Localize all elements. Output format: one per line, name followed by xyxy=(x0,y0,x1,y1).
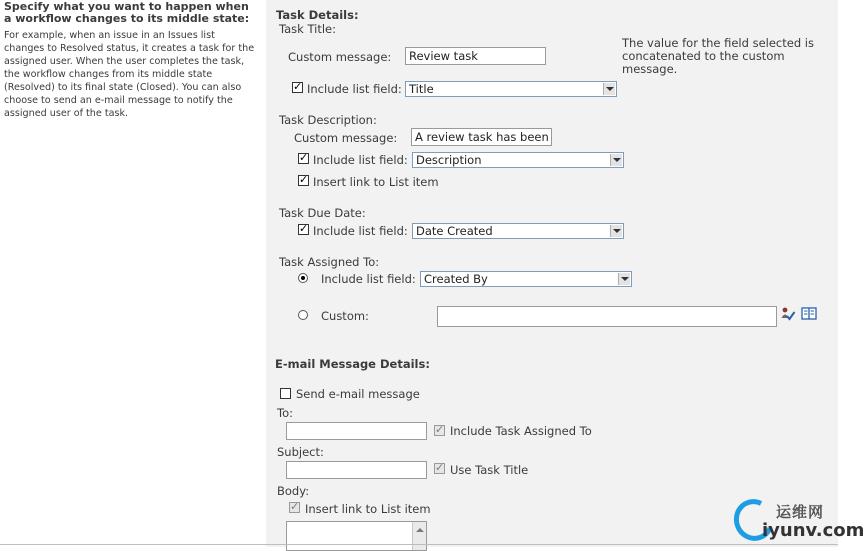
desc-custom-message-label: Custom message: xyxy=(294,131,398,145)
body-insert-link-checkbox[interactable] xyxy=(289,502,300,513)
title-custom-message-label: Custom message: xyxy=(288,50,392,64)
include-assigned-checkbox[interactable] xyxy=(434,425,445,436)
due-include-field-checkbox[interactable] xyxy=(298,224,309,235)
body-label: Body: xyxy=(277,484,310,498)
assigned-field-value: Created By xyxy=(424,272,488,286)
task-description-label: Task Description: xyxy=(279,113,377,127)
desc-field-select[interactable] xyxy=(412,152,624,168)
title-field-value: Title xyxy=(409,82,434,96)
bottom-divider xyxy=(0,544,838,545)
due-field-value: Date Created xyxy=(416,224,493,238)
assigned-include-field-label: Include list field: xyxy=(321,272,416,286)
assigned-custom-input[interactable] xyxy=(437,306,777,327)
task-title-label: Task Title: xyxy=(279,22,336,36)
assigned-list-field-radio[interactable] xyxy=(298,273,308,283)
left-description-panel xyxy=(0,0,266,547)
desc-field-value: Description xyxy=(416,153,482,167)
assigned-custom-label: Custom: xyxy=(321,309,369,323)
desc-custom-message-input[interactable]: A review task has been xyxy=(411,128,552,146)
body-insert-link-label: Insert link to List item xyxy=(305,502,431,516)
watermark-cn-text: 运维网 xyxy=(776,503,825,521)
task-details-heading: Task Details: xyxy=(276,8,359,22)
body-textarea[interactable] xyxy=(286,521,427,551)
chevron-down-icon xyxy=(618,273,630,285)
body-scrollbar[interactable] xyxy=(412,522,426,550)
settings-panel xyxy=(266,0,838,547)
title-custom-message-input[interactable]: Review task xyxy=(405,47,546,65)
due-field-select[interactable] xyxy=(412,223,624,239)
subject-label: Subject: xyxy=(277,445,324,459)
watermark-url-text: iyunv.com xyxy=(762,520,864,541)
assigned-custom-radio[interactable] xyxy=(298,310,308,320)
title-include-field-label: Include list field: xyxy=(307,82,402,96)
desc-insert-link-checkbox[interactable] xyxy=(298,175,309,186)
section-heading: Specify what you want to happen when a workflow changes to its middle state: xyxy=(4,0,250,25)
title-field-select[interactable] xyxy=(405,81,617,97)
title-include-field-checkbox[interactable] xyxy=(292,82,303,93)
email-details-heading: E-mail Message Details: xyxy=(275,357,430,371)
desc-include-field-checkbox[interactable] xyxy=(298,153,309,164)
send-email-checkbox[interactable] xyxy=(280,388,291,399)
address-book-icon[interactable] xyxy=(801,307,817,320)
chevron-down-icon xyxy=(610,225,622,237)
desc-include-field-label: Include list field: xyxy=(313,153,408,167)
desc-insert-link-label: Insert link to List item xyxy=(313,175,439,189)
use-task-title-label: Use Task Title xyxy=(450,463,529,477)
task-due-date-label: Task Due Date: xyxy=(279,206,366,220)
section-description: For example, when an issue in an Issues list changes to Resolved status, it creates a task for the assigned user. When the user completes the task, the workflow changes from its middle state (Resolved) to its final state (Closed). You can also choose to send an e-mail message to notify the assigned user of the task. xyxy=(4,30,255,119)
to-label: To: xyxy=(277,406,293,420)
to-input[interactable] xyxy=(286,422,427,440)
due-include-field-label: Include list field: xyxy=(313,224,408,238)
use-task-title-checkbox[interactable] xyxy=(434,463,445,474)
send-email-label: Send e-mail message xyxy=(296,387,420,401)
include-assigned-label: Include Task Assigned To xyxy=(450,424,592,438)
chevron-down-icon xyxy=(610,154,622,166)
watermark-logo xyxy=(734,497,864,547)
concatenation-note: The value for the field selected is concatenated to the custom message. xyxy=(622,36,814,76)
chevron-down-icon xyxy=(603,83,615,95)
check-names-icon[interactable] xyxy=(781,307,795,321)
assigned-field-select[interactable] xyxy=(420,271,632,287)
subject-input[interactable] xyxy=(286,461,427,479)
task-assigned-to-label: Task Assigned To: xyxy=(279,255,380,269)
